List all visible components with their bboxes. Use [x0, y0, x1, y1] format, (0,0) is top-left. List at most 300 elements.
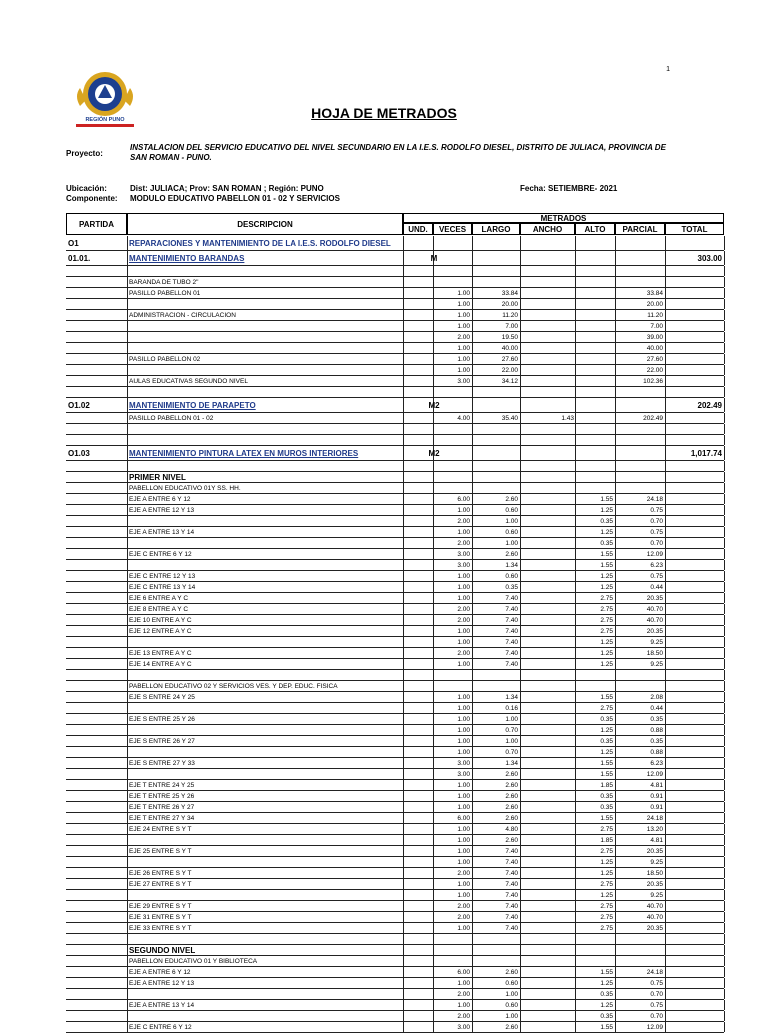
cell-parcial: 0.70: [650, 1012, 663, 1020]
cell-largo: 11.20: [502, 311, 518, 319]
cell-descripcion: EJE 24 ENTRE S Y T: [129, 825, 192, 833]
table-row: [66, 582, 724, 593]
cell-descripcion: MANTENIMIENTO BARANDAS: [129, 253, 245, 263]
cell-total: 202.49: [697, 400, 722, 410]
cell-alto: 1.25: [600, 869, 613, 877]
cell-largo: 0.60: [505, 1001, 518, 1009]
cell-alto: 2.75: [600, 902, 613, 910]
cell-descripcion: EJE 13 ENTRE A Y C: [129, 649, 192, 657]
cell-parcial: 18.50: [646, 649, 663, 657]
cell-parcial: 24.18: [646, 495, 663, 503]
cell-parcial: 4.81: [650, 836, 663, 844]
cell-veces: 1.00: [457, 880, 470, 888]
header-largo: LARGO: [472, 223, 520, 235]
cell-largo: 22.00: [501, 366, 518, 374]
cell-alto: 1.55: [600, 550, 613, 558]
table-row: [66, 365, 724, 376]
cell-descripcion: EJE A ENTRE 13 Y 14: [129, 1001, 195, 1009]
cell-alto: 1.55: [600, 561, 613, 569]
cell-descripcion: REPARACIONES Y MANTENIMIENTO DE LA I.E.S. RODOLFO DIESEL: [129, 238, 391, 248]
cell-largo: 1.00: [505, 715, 518, 723]
table-row: [66, 747, 724, 758]
cell-veces: 1.00: [457, 1001, 470, 1009]
cell-parcial: 4.81: [650, 781, 663, 789]
cell-parcial: 0.75: [650, 528, 663, 536]
cell-veces: 2.00: [457, 605, 470, 613]
cell-descripcion: EJE C ENTRE 6 Y 12: [129, 1023, 192, 1031]
cell-parcial: 11.20: [647, 311, 663, 319]
cell-largo: 7.40: [505, 594, 518, 602]
cell-largo: 0.60: [505, 528, 518, 536]
cell-largo: 2.60: [505, 968, 518, 976]
table-row: [66, 376, 724, 387]
cell-descripcion: AULAS EDUCATIVAS SEGUNDO NIVEL: [129, 377, 248, 385]
cell-descripcion: MANTENIMIENTO PINTURA LATEX EN MUROS INTERIORES: [129, 448, 359, 458]
cell-veces: 3.00: [457, 759, 470, 767]
cell-largo: 33.84: [501, 289, 518, 297]
cell-alto: 1.25: [600, 583, 613, 591]
cell-alto: 2.75: [600, 847, 613, 855]
cell-largo: 1.00: [505, 1012, 518, 1020]
table-row: [66, 516, 724, 527]
header-veces: VECES: [433, 223, 472, 235]
cell-veces: 1.00: [457, 726, 470, 734]
project-text: [130, 143, 670, 163]
cell-veces: 1.00: [457, 528, 470, 536]
cell-parcial: 40.00: [646, 344, 663, 352]
project-text-line1: INSTALACION DEL SERVICIO EDUCATIVO DEL NIVEL SECUNDARIO EN LA I.E.S. RODOLFO DIESEL, DISTRITO DE JULIACA, PROVINCIA DE: [130, 143, 666, 152]
cell-largo: 35.40: [501, 414, 518, 422]
cell-descripcion: EJE C ENTRE 13 Y 14: [129, 583, 196, 591]
cell-veces: 2.00: [457, 990, 470, 998]
cell-largo: 7.40: [505, 605, 518, 613]
cell-parcial: 0.44: [650, 704, 663, 712]
blank-row: [66, 266, 724, 277]
metrados-table-body: [66, 236, 724, 1033]
cell-alto: 2.75: [600, 605, 613, 613]
cell-descripcion: PASILLO PABELLON 02: [129, 355, 201, 363]
table-row: [66, 703, 724, 714]
cell-parcial: 20.35: [646, 847, 663, 855]
cell-parcial: 0.88: [650, 748, 663, 756]
cell-parcial: 33.84: [646, 289, 663, 297]
header-total: TOTAL: [665, 223, 724, 235]
cell-alto: 2.75: [600, 594, 613, 602]
table-row: [66, 593, 724, 604]
table-row: [66, 967, 724, 978]
table-row: [66, 912, 724, 923]
cell-veces: 2.00: [457, 616, 470, 624]
table-row: [66, 483, 724, 494]
cell-partida: O1.03: [68, 448, 90, 458]
cell-descripcion: EJE 25 ENTRE S Y T: [129, 847, 192, 855]
cell-descripcion: EJE A ENTRE 6 Y 12: [129, 968, 191, 976]
cell-largo: 7.40: [505, 649, 518, 657]
cell-largo: 2.60: [505, 781, 518, 789]
cell-descripcion: PASILLO PABELLON 01: [129, 289, 201, 297]
cell-parcial: 0.75: [650, 506, 663, 514]
cell-parcial: 20.35: [646, 627, 663, 635]
cell-veces: 1.00: [457, 737, 470, 745]
cell-alto: 1.85: [600, 781, 613, 789]
cell-largo: 0.35: [505, 583, 518, 591]
header-parcial: PARCIAL: [615, 223, 665, 235]
table-row: [66, 956, 724, 967]
cell-descripcion: EJE 27 ENTRE S Y T: [129, 880, 192, 888]
cell-largo: 0.16: [505, 704, 518, 712]
component-label: Componente:: [66, 194, 118, 203]
cell-parcial: 20.35: [646, 924, 663, 932]
cell-descripcion: EJE C ENTRE 6 Y 12: [129, 550, 192, 558]
cell-veces: 2.00: [457, 333, 470, 341]
cell-largo: 1.00: [505, 539, 518, 547]
blank-row: [66, 424, 724, 435]
table-row: [66, 413, 724, 424]
cell-veces: 1.00: [457, 891, 470, 899]
table-row: [66, 923, 724, 934]
cell-veces: 1.00: [457, 366, 470, 374]
cell-und: M: [430, 253, 438, 263]
cell-alto: 1.55: [600, 968, 613, 976]
cell-veces: 1.00: [457, 792, 470, 800]
section-row: [66, 398, 724, 413]
cell-descripcion: PASILLO PABELLON 01 - 02: [129, 414, 214, 422]
cell-parcial: 9.25: [650, 858, 663, 866]
logo-caption: REGIÓN PUNO: [85, 117, 125, 123]
cell-veces: 1.00: [457, 825, 470, 833]
table-row: [66, 835, 724, 846]
cell-descripcion: EJE 6 ENTRE A Y C: [129, 594, 189, 602]
cell-descripcion: EJE 10 ENTRE A Y C: [129, 616, 192, 624]
table-row: [66, 615, 724, 626]
cell-alto: 0.35: [600, 715, 613, 723]
cell-veces: 3.00: [457, 561, 470, 569]
table-row: [66, 1011, 724, 1022]
table-row: [66, 802, 724, 813]
cell-descripcion: EJE 29 ENTRE S Y T: [129, 902, 192, 910]
cell-alto: 0.35: [600, 792, 613, 800]
cell-veces: 2.00: [457, 539, 470, 547]
cell-alto: 1.25: [600, 572, 613, 580]
cell-parcial: 9.25: [650, 660, 663, 668]
table-row: [66, 692, 724, 703]
table-row: [66, 310, 724, 321]
cell-veces: 1.00: [457, 660, 470, 668]
table-row: [66, 890, 724, 901]
cell-parcial: 40.70: [646, 605, 663, 613]
cell-alto: 0.35: [600, 539, 613, 547]
cell-alto: 1.55: [600, 693, 613, 701]
cell-veces: 2.00: [457, 1012, 470, 1020]
cell-alto: 1.85: [600, 836, 613, 844]
cell-alto: 1.25: [600, 638, 613, 646]
cell-parcial: 24.18: [646, 968, 663, 976]
table-row: [66, 505, 724, 516]
cell-largo: 20.00: [501, 300, 518, 308]
cell-parcial: 27.60: [646, 355, 663, 363]
cell-descripcion: EJE T ENTRE 27 Y 34: [129, 814, 195, 822]
cell-parcial: 6.23: [650, 561, 663, 569]
table-row: [66, 288, 724, 299]
cell-alto: 2.75: [600, 825, 613, 833]
cell-largo: 1.34: [505, 693, 518, 701]
cell-parcial: 12.09: [646, 550, 663, 558]
table-row: [66, 780, 724, 791]
cell-largo: 2.60: [505, 814, 518, 822]
project-label: Proyecto:: [66, 149, 103, 158]
cell-largo: 7.40: [505, 902, 518, 910]
cell-alto: 2.75: [600, 880, 613, 888]
cell-parcial: 0.35: [650, 715, 663, 723]
cell-largo: 7.40: [505, 616, 518, 624]
table-row: [66, 824, 724, 835]
cell-largo: 1.34: [505, 759, 518, 767]
cell-parcial: 40.70: [646, 902, 663, 910]
cell-parcial: 20.35: [646, 880, 663, 888]
cell-largo: 7.40: [505, 627, 518, 635]
table-row: [66, 791, 724, 802]
cell-descripcion: EJE A ENTRE 13 Y 14: [129, 528, 195, 536]
cell-parcial: 6.23: [650, 759, 663, 767]
cell-veces: 1.00: [457, 572, 470, 580]
cell-descripcion: ADMINISTRACION - CIRCULACION: [129, 311, 236, 319]
cell-descripcion: EJE A ENTRE 12 Y 13: [129, 979, 195, 987]
cell-alto: 2.75: [600, 924, 613, 932]
cell-parcial: 40.70: [646, 616, 663, 624]
cell-alto: 0.35: [600, 517, 613, 525]
cell-descripcion: EJE S ENTRE 24 Y 25: [129, 693, 195, 701]
cell-veces: 1.00: [457, 715, 470, 723]
cell-ancho: 1.43: [561, 414, 574, 422]
cell-alto: 2.75: [600, 913, 613, 921]
cell-alto: 2.75: [600, 616, 613, 624]
region-puno-logo: [72, 68, 138, 132]
cell-largo: 7.00: [505, 322, 518, 330]
table-row: [66, 494, 724, 505]
cell-parcial: 18.50: [646, 869, 663, 877]
cell-alto: 1.25: [600, 660, 613, 668]
cell-largo: 2.60: [505, 803, 518, 811]
cell-largo: 7.40: [505, 913, 518, 921]
cell-largo: 2.60: [505, 836, 518, 844]
table-row: [66, 549, 724, 560]
cell-largo: 2.60: [505, 792, 518, 800]
table-row: [66, 901, 724, 912]
cell-veces: 1.00: [457, 289, 470, 297]
cell-partida: 01.01.: [68, 253, 91, 263]
cell-parcial: 13.20: [646, 825, 663, 833]
cell-largo: 0.70: [505, 726, 518, 734]
cell-veces: 2.00: [457, 517, 470, 525]
table-row: [66, 472, 724, 483]
cell-veces: 1.00: [457, 693, 470, 701]
blank-row: [66, 670, 724, 681]
cell-largo: 2.60: [505, 495, 518, 503]
cell-parcial: 12.09: [646, 770, 663, 778]
cell-largo: 40.00: [501, 344, 518, 352]
cell-largo: 1.34: [505, 561, 518, 569]
cell-veces: 6.00: [457, 495, 470, 503]
location-label: Ubicación:: [66, 184, 107, 193]
cell-descripcion: EJE T ENTRE 24 Y 25: [129, 781, 195, 789]
cell-parcial: 24.18: [646, 814, 663, 822]
cell-largo: 1.00: [505, 990, 518, 998]
cell-alto: 1.55: [600, 770, 613, 778]
cell-veces: 4.00: [457, 414, 470, 422]
cell-largo: 2.60: [505, 770, 518, 778]
cell-veces: 2.00: [457, 902, 470, 910]
table-row: [66, 1000, 724, 1011]
cell-descripcion: EJE T ENTRE 26 Y 27: [129, 803, 195, 811]
table-row: [66, 277, 724, 288]
cell-descripcion: PABELLON EDUCATIVO 01 Y BIBLIOTECA: [129, 957, 258, 965]
cell-parcial: 2.08: [650, 693, 663, 701]
cell-veces: 2.00: [457, 869, 470, 877]
table-row: [66, 299, 724, 310]
blank-row: [66, 435, 724, 446]
table-row: [66, 989, 724, 1000]
cell-alto: 1.25: [600, 1001, 613, 1009]
cell-partida: O1: [68, 238, 79, 248]
cell-descripcion: EJE 31 ENTRE S Y T: [129, 913, 192, 921]
section-row: [66, 251, 724, 266]
cell-largo: 7.40: [505, 638, 518, 646]
cell-largo: 7.40: [505, 880, 518, 888]
cell-veces: 1.00: [457, 594, 470, 602]
cell-largo: 7.40: [505, 924, 518, 932]
cell-veces: 1.00: [457, 847, 470, 855]
cell-veces: 1.00: [457, 322, 470, 330]
cell-descripcion: EJE S ENTRE 27 Y 33: [129, 759, 195, 767]
cell-largo: 7.40: [505, 847, 518, 855]
cell-veces: 1.00: [457, 344, 470, 352]
cell-descripcion: EJE S ENTRE 25 Y 26: [129, 715, 195, 723]
cell-descripcion: SEGUNDO NIVEL: [129, 945, 196, 955]
cell-veces: 1.00: [457, 704, 470, 712]
cell-total: 1,017.74: [690, 448, 722, 458]
cell-alto: 1.25: [600, 649, 613, 657]
section-row: [66, 236, 724, 251]
cell-veces: 1.00: [457, 781, 470, 789]
cell-alto: 1.25: [600, 726, 613, 734]
cell-alto: 1.25: [600, 506, 613, 514]
table-row: [66, 659, 724, 670]
cell-veces: 1.00: [457, 979, 470, 987]
table-row: [66, 321, 724, 332]
cell-alto: 2.75: [600, 704, 613, 712]
page-number: 1: [666, 66, 670, 73]
cell-descripcion: BARANDA DE TUBO 2": [129, 278, 199, 286]
cell-partida: O1.02: [68, 400, 90, 410]
cell-parcial: 39.00: [646, 333, 663, 341]
cell-largo: 0.60: [505, 979, 518, 987]
table-row: [66, 681, 724, 692]
cell-parcial: 9.25: [650, 638, 663, 646]
cell-descripcion: EJE C ENTRE 12 Y 13: [129, 572, 196, 580]
cell-veces: 3.00: [457, 377, 470, 385]
header-alto: ALTO: [575, 223, 615, 235]
cell-largo: 0.60: [505, 506, 518, 514]
cell-veces: 2.00: [457, 913, 470, 921]
cell-veces: 1.00: [457, 311, 470, 319]
cell-parcial: 0.70: [650, 517, 663, 525]
cell-parcial: 7.00: [650, 322, 663, 330]
table-row: [66, 758, 724, 769]
cell-veces: 1.00: [457, 836, 470, 844]
cell-veces: 1.00: [457, 924, 470, 932]
cell-largo: 19.50: [501, 333, 518, 341]
cell-veces: 1.00: [457, 355, 470, 363]
cell-alto: 1.25: [600, 891, 613, 899]
cell-parcial: 0.75: [650, 572, 663, 580]
blank-row: [66, 387, 724, 398]
cell-alto: 1.55: [600, 814, 613, 822]
cell-parcial: 0.91: [650, 803, 663, 811]
cell-largo: 34.12: [501, 377, 518, 385]
table-row: [66, 725, 724, 736]
date-text: Fecha: SETIEMBRE- 2021: [520, 184, 618, 193]
table-row: [66, 978, 724, 989]
section-row: [66, 446, 724, 461]
cell-alto: 1.25: [600, 858, 613, 866]
cell-alto: 0.35: [600, 803, 613, 811]
cell-veces: 1.00: [457, 748, 470, 756]
cell-descripcion: MANTENIMIENTO DE PARAPETO: [129, 400, 256, 410]
blank-row: [66, 461, 724, 472]
cell-largo: 7.40: [505, 858, 518, 866]
cell-largo: 27.60: [501, 355, 518, 363]
project-text-line2: SAN ROMAN - PUNO.: [130, 153, 212, 162]
table-row: [66, 637, 724, 648]
table-row: [66, 714, 724, 725]
cell-descripcion: PABELLON EDUCATIVO 02 Y SERVICIOS VES. Y DEP. EDUC. FISICA: [129, 682, 338, 690]
blank-row: [66, 934, 724, 945]
cell-alto: 2.75: [600, 627, 613, 635]
cell-parcial: 0.91: [650, 792, 663, 800]
cell-parcial: 9.25: [650, 891, 663, 899]
table-row: [66, 879, 724, 890]
cell-parcial: 0.75: [650, 1001, 663, 1009]
table-row: [66, 527, 724, 538]
cell-parcial: 102.36: [643, 377, 663, 385]
cell-alto: 1.25: [600, 528, 613, 536]
header-descripcion: DESCRIPCION: [127, 213, 403, 235]
table-row: [66, 846, 724, 857]
cell-veces: 1.00: [457, 638, 470, 646]
table-row: [66, 626, 724, 637]
table-row: [66, 571, 724, 582]
cell-parcial: 0.44: [650, 583, 663, 591]
cell-alto: 0.35: [600, 1012, 613, 1020]
cell-descripcion: EJE 8 ENTRE A Y C: [129, 605, 189, 613]
cell-parcial: 40.70: [646, 913, 663, 921]
table-row: [66, 736, 724, 747]
cell-veces: 3.00: [457, 550, 470, 558]
table-row: [66, 945, 724, 956]
cell-alto: 1.55: [600, 495, 613, 503]
cell-und: M2: [428, 400, 440, 410]
header-metrados: METRADOS: [403, 213, 724, 223]
cell-alto: 0.35: [600, 737, 613, 745]
table-row: [66, 648, 724, 659]
cell-descripcion: EJE A ENTRE 6 Y 12: [129, 495, 191, 503]
cell-largo: 1.00: [505, 517, 518, 525]
cell-alto: 1.55: [600, 759, 613, 767]
cell-largo: 7.40: [505, 891, 518, 899]
component-text: MODULO EDUCATIVO PABELLON 01 - 02 Y SERVICIOS: [130, 194, 340, 203]
cell-veces: 6.00: [457, 814, 470, 822]
header-ancho: ANCHO: [520, 223, 575, 235]
